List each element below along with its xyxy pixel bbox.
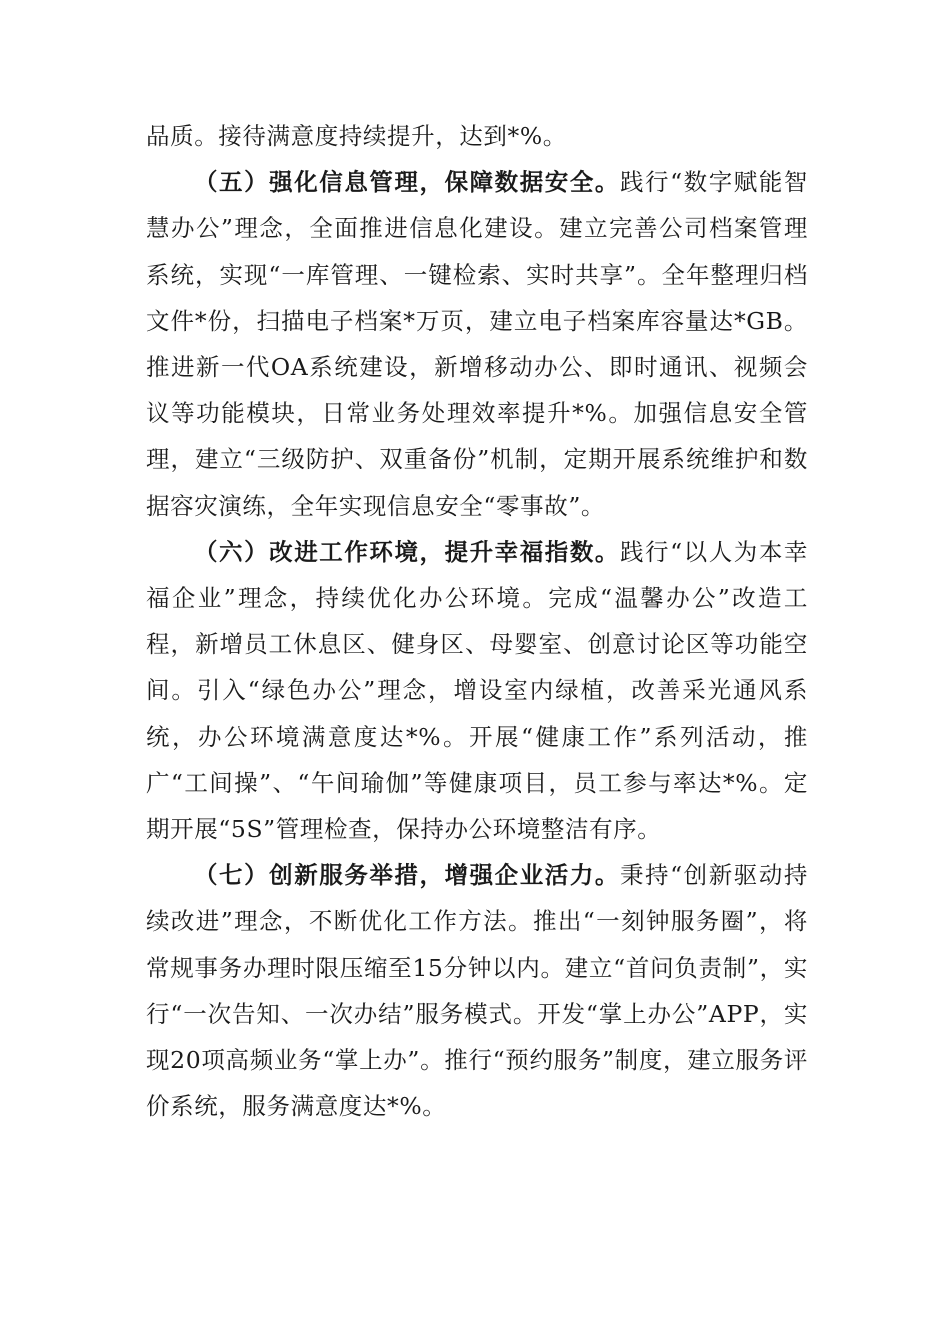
paragraph-body: 秉持“创新驱动持续改进”理念，不断优化工作方法。推出“一刻钟服务圈”，将常规事务办理时限压缩至15分钟以内。建立“首问负责制”，实行“一次告知、一次办结”服务模式。开发“掌上办公”APP，实现20项高频业务“掌上办”。推行“预约服务”制度，建立服务评价系统，服务满意度达*%。 (146, 861, 808, 1121)
section-heading: （七）创新服务举措，增强企业活力。 (194, 861, 620, 890)
document-page (146, 113, 808, 1129)
paragraph-section-5 (146, 159, 808, 529)
paragraph-section-7 (146, 852, 808, 1129)
paragraph-body: 践行“以人为本幸福企业”理念，持续优化办公环境。完成“温馨办公”改造工程，新增员工休息区、健身区、母婴室、创意讨论区等功能空间。引入“绿色办公”理念，增设室内绿植，改善采光通风系统，办公环境满意度达*%。开展“健康工作”系列活动，推广“工间操”、“午间瑜伽”等健康项目，员工参与率达*%。定期开展“5S”管理检查，保持办公环境整洁有序。 (146, 537, 808, 844)
paragraph-body: 品质。接待满意度持续提升，达到*%。 (146, 122, 567, 150)
paragraph-body: 践行“数字赋能智慧办公”理念，全面推进信息化建设。建立完善公司档案管理系统，实现“一库管理、一键检索、实时共享”。全年整理归档文件*份，扫描电子档案*万页，建立电子档案库容量达*GB。推进新一代OA系统建设，新增移动办公、即时通讯、视频会议等功能模块，日常业务处理效率提升*%。加强信息安全管理，建立“三级防护、双重备份”机制，定期开展系统维护和数据容灾演练，全年实现信息安全“零事故”。 (146, 168, 808, 520)
section-heading: （五）强化信息管理，保障数据安全。 (194, 168, 620, 197)
paragraph-section-6 (146, 529, 808, 852)
paragraph-continuation (146, 113, 808, 159)
section-heading: （六）改进工作环境，提升幸福指数。 (194, 537, 620, 566)
